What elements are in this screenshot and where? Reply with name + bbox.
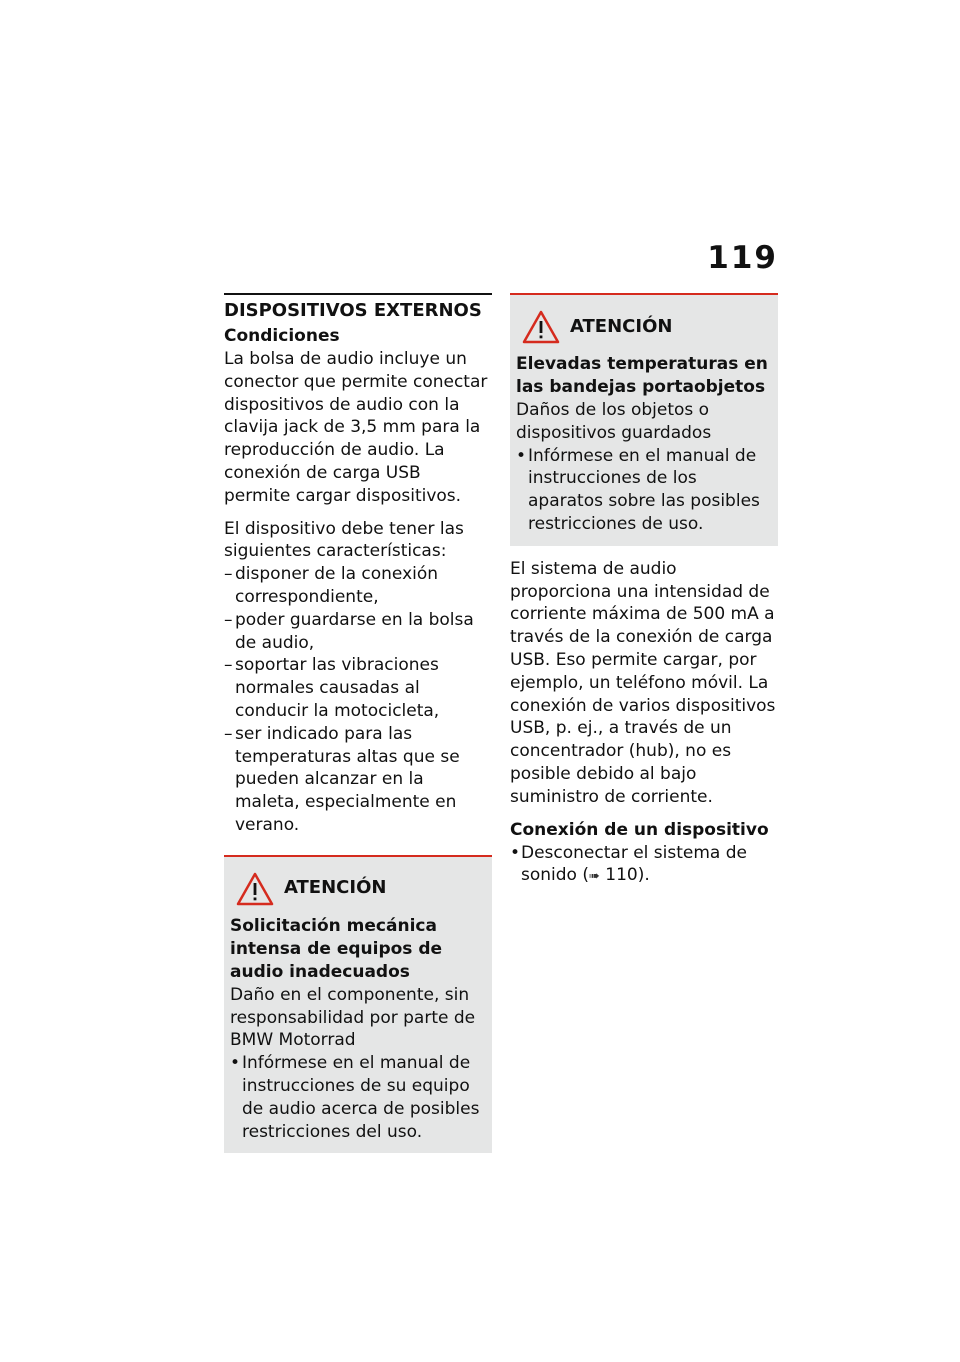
warning-bullets [230,1052,486,1143]
warning-title: ATENCIÓN [284,877,387,899]
warning-header [236,869,486,909]
page-number: 119 [707,240,778,276]
warning-box [510,293,778,546]
warning-triangle-icon [522,310,560,344]
right-column [510,293,778,889]
warning-bullets [516,445,772,536]
warning-text: Daños de los objetos o dispositivos guardados [516,400,712,443]
warning-triangle-icon [236,872,274,906]
connect-title: Conexión de un dispositivo [510,819,769,840]
list-item: • Infórmese en el manual de instrucciones de su equipo de audio acerca de posibles restricciones del uso. [230,1053,480,1142]
warning-heading: Solicitación mecánica intensa de equipos de audio inadecuados [230,915,443,982]
list-item: – ser indicado para las temperaturas altas que se pueden alcanzar en la maleta, especialmente en verano. [224,723,460,835]
list-item: • Infórmese en el manual de instrucciones de los aparatos sobre las posibles restricciones de uso. [516,445,760,534]
usb-text: El sistema de audio proporciona una intensidad de corriente máxima de 500 mA a través de la conexión de carga USB. Eso permite cargar, por ejemplo, un teléfono móvil. La conexión de varios dispositivos USB, p. ej., a través de un concentrador (hub), no es posible debido al bajo suministro de corriente. [510,558,776,807]
list-item: • Desconectar el sistema de sonido (➠ 110). [510,842,747,886]
list-item: – disponer de la conexión correspondiente, [224,564,439,607]
conditions-text: La bolsa de audio incluye un conector que permite conectar dispositivos de audio con la clavija jack de 3,5 mm para la reproducción de audio. La conexión de carga USB permite cargar dispositivos. [224,349,488,506]
warning-title: ATENCIÓN [570,315,673,337]
section-title: DISPOSITIVOS EXTERNOS [224,293,492,323]
connect-bullets [510,842,778,890]
warning-heading: Elevadas temperaturas en las bandejas portaobjetos [516,354,768,397]
requirements-intro: El dispositivo debe tener las siguientes características: [224,518,464,562]
list-item: – poder guardarse en la bolsa de audio, [224,609,474,653]
warning-text: Daño en el componente, sin responsabilidad por parte de BMW Motorrad [230,984,476,1051]
conditions-title: Condiciones [224,326,340,346]
list-item: – soportar las vibraciones normales causadas al conducir la motocicleta, [224,655,440,721]
warning-box [224,855,492,1154]
left-column [224,293,492,1153]
warning-header [522,307,772,347]
arrow-reference-icon[interactable]: ➠ [588,869,600,885]
requirements-list [224,563,492,837]
